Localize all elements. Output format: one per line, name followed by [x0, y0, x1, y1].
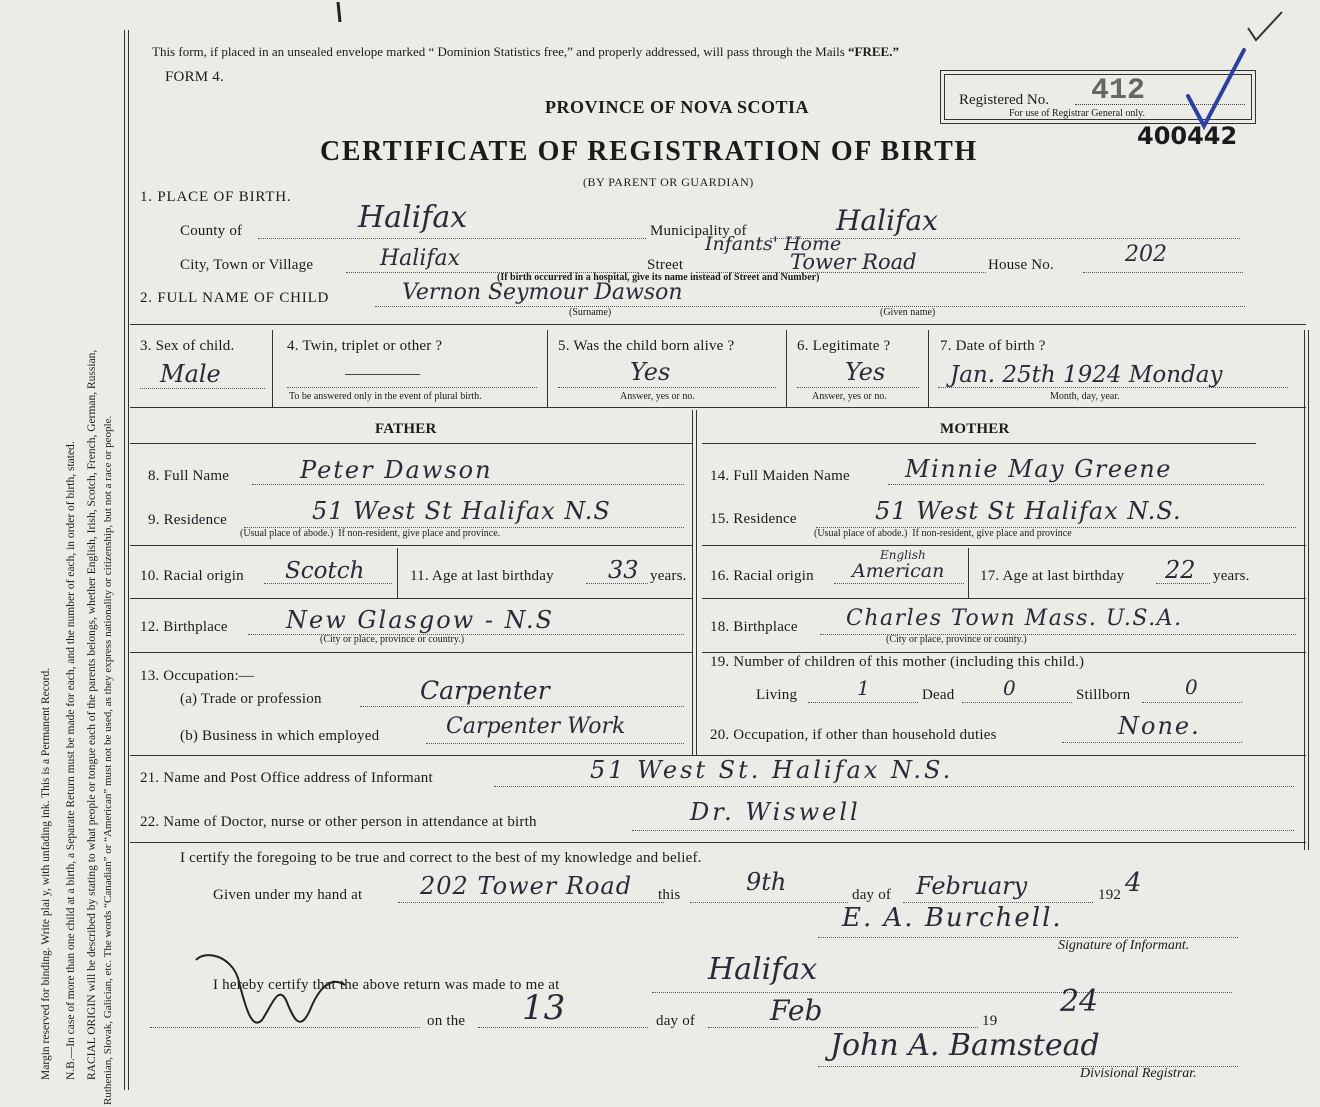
registrar-place-value: Halifax	[708, 952, 818, 987]
informant-value: 51 West St. Halifax N.S.	[590, 756, 954, 784]
stillborn-label: Stillborn	[1076, 687, 1131, 703]
father-name-value: Peter Dawson	[300, 456, 493, 484]
father-name-label: 8. Full Name	[148, 468, 230, 484]
mother-residence-label: 15. Residence	[710, 511, 797, 527]
registrar-scribble	[196, 955, 345, 1022]
mother-name-value: Minnie May Greene	[905, 455, 1172, 483]
mother-name-label: 14. Full Maiden Name	[710, 468, 850, 484]
father-age-years: years.	[650, 568, 687, 584]
house-no-label: House No.	[988, 257, 1054, 273]
county-label: County of	[180, 223, 243, 239]
father-occupation-label: 13. Occupation:—	[140, 668, 255, 684]
father-birthplace-value: New Glasgow - N.S	[286, 606, 555, 634]
form-subtitle: (BY PARENT OR GUARDIAN)	[583, 175, 754, 189]
top-tick-mark	[338, 2, 340, 22]
mother-age-value: 22	[1165, 556, 1196, 584]
mother-age-years: years.	[1213, 568, 1250, 584]
born-alive-label: 5. Was the child born alive ?	[558, 338, 735, 354]
registrar-month-value: Feb	[770, 994, 823, 1027]
legitimate-value: Yes	[845, 358, 886, 386]
business-label: (b) Business in which employed	[180, 728, 380, 744]
form-number: FORM 4.	[165, 69, 224, 85]
registrar-use-note: For use of Registrar General only.	[1009, 108, 1145, 119]
province-heading: PROVINCE OF NOVA SCOTIA	[545, 97, 810, 117]
city-label: City, Town or Village	[180, 257, 314, 273]
legitimate-note: Answer, yes or no.	[812, 391, 887, 402]
mother-race-value: American	[852, 560, 945, 582]
children-count-label: 19. Number of children of this mother (including this child.)	[710, 654, 1085, 670]
registered-label: Registered No.	[959, 92, 1049, 108]
mother-residence-value: 51 West St Halifax N.S.	[875, 497, 1182, 525]
street-value-line1: Infants' Home	[705, 233, 842, 255]
mother-race-label: 16. Racial origin	[710, 568, 814, 584]
sex-label: 3. Sex of child.	[140, 338, 235, 354]
mother-birthplace-note: (City or place, province or county.)	[886, 634, 1027, 645]
municipality-label: Municipality of	[650, 223, 747, 239]
certify-year-prefix: 192	[1098, 887, 1122, 903]
doctor-label: 22. Name of Doctor, nurse or other person in attendance at birth	[140, 814, 537, 830]
registrar-statement: I hereby certify that the above return was made to me at	[213, 977, 560, 993]
mail-note-free: “FREE.”	[848, 44, 899, 59]
born-alive-note: Answer, yes or no.	[620, 391, 695, 402]
registrar-on-the-label: on the	[427, 1013, 466, 1029]
street-value-line2: Tower Road	[790, 250, 917, 274]
father-race-label: 10. Racial origin	[140, 568, 244, 584]
registered-value: 412	[1091, 74, 1146, 108]
mother-occupation-label: 20. Occupation, if other than household duties	[710, 727, 997, 743]
form-title: CERTIFICATE OF REGISTRATION OF BIRTH	[320, 136, 978, 167]
dead-value: 0	[1003, 676, 1016, 700]
legitimate-label: 6. Legitimate ?	[797, 338, 891, 354]
informant-signature-label: Signature of Informant.	[1058, 938, 1190, 953]
given-place-value: 202 Tower Road	[420, 872, 633, 900]
registrar-year-suffix: 24	[1060, 984, 1099, 1019]
trade-value: Carpenter	[420, 676, 550, 705]
child-name-value: Vernon Seymour Dawson	[402, 280, 683, 305]
date-of-birth-value: Jan. 25th 1924 Monday	[950, 362, 1223, 388]
mother-residence-note-b: If non-resident, give place and province	[912, 528, 1072, 539]
given-name-note: (Given name)	[880, 307, 936, 318]
business-value: Carpenter Work	[446, 714, 626, 739]
mail-note-text: This form, if placed in an unsealed envelope marked “ Dominion Statistics free,” and properly addressed, will pass through the Mails	[152, 44, 849, 59]
trade-label: (a) Trade or profession	[180, 691, 322, 707]
born-alive-value: Yes	[630, 358, 671, 386]
registrar-year-prefix: 19	[982, 1013, 998, 1029]
certify-day-value: 9th	[746, 868, 787, 896]
twin-note: To be answered only in the event of plural birth.	[289, 391, 482, 402]
municipality-value: Halifax	[836, 204, 938, 237]
father-birthplace-note: (City or place, province or country.)	[320, 634, 465, 645]
mother-birthplace-label: 18. Birthplace	[710, 619, 798, 635]
dead-label: Dead	[922, 687, 955, 703]
father-residence-note-b: If non-resident, give place and province.	[338, 528, 501, 539]
father-race-value: Scotch	[285, 558, 365, 584]
certify-day-of-label: day of	[852, 887, 892, 903]
doctor-value: Dr. Wiswell	[690, 798, 861, 826]
certify-statement: I certify the foregoing to be true and correct to the best of my knowledge and belief.	[180, 850, 702, 866]
corner-check-mark	[1248, 12, 1282, 40]
mother-residence-note-a: (Usual place of abode.)	[814, 528, 908, 539]
date-of-birth-label: 7. Date of birth ?	[940, 338, 1046, 354]
registrar-day-value: 13	[522, 988, 566, 1028]
given-under-label: Given under my hand at	[213, 887, 363, 903]
house-no-value: 202	[1125, 242, 1167, 267]
mother-race-above: English	[880, 548, 926, 562]
registrar-signature: John A. Bamstead	[830, 1028, 1100, 1063]
place-of-birth-label: 1. PLACE OF BIRTH.	[140, 189, 292, 205]
living-label: Living	[756, 687, 798, 703]
stamp-number: 400442	[1137, 122, 1238, 150]
certify-month-value: February	[916, 872, 1028, 900]
child-name-label: 2. FULL NAME OF CHILD	[140, 290, 330, 306]
margin-note-racial-origin-cont: Ruthenian, Slovak, Galician, etc. The words “Canadian” or “American” must not be used, as they express nationality or citizenship, but not a race or people.	[102, 415, 114, 1105]
informant-label: 21. Name and Post Office address of Informant	[140, 770, 433, 786]
street-label: Street	[647, 257, 684, 273]
margin-note-binding: Margin reserved for binding. Write plai y, with unfading ink. This is a Permanent Record.	[40, 667, 52, 1080]
twin-label: 4. Twin, triplet or other ?	[287, 338, 443, 354]
surname-note: (Surname)	[569, 307, 612, 318]
father-birthplace-label: 12. Birthplace	[140, 619, 228, 635]
mother-heading: MOTHER	[940, 421, 1010, 437]
county-value: Halifax	[358, 200, 468, 235]
father-residence-note-a: (Usual place of abode.)	[240, 528, 334, 539]
informant-signature: E. A. Burchell.	[842, 903, 1063, 933]
street-note: (If birth occurred in a hospital, give its name instead of Street and Number)	[497, 272, 820, 283]
certify-year-suffix: 4	[1125, 868, 1142, 898]
mother-age-label: 17. Age at last birthday	[980, 568, 1125, 584]
father-age-label: 11. Age at last birthday	[410, 568, 554, 584]
sex-value: Male	[160, 360, 221, 388]
mother-occupation-value: None.	[1118, 712, 1201, 740]
date-of-birth-note: Month, day, year.	[1050, 391, 1120, 402]
mother-birthplace-value: Charles Town Mass. U.S.A.	[846, 606, 1183, 631]
margin-note-multiple-births: N.B.—In case of more than one child at a birth, a Separate Return must be made for each, and the number of each, in order of birth, stated.	[65, 441, 77, 1080]
living-value: 1	[857, 676, 870, 700]
father-residence-value: 51 West St Halifax N.S	[312, 497, 611, 525]
stillborn-value: 0	[1185, 675, 1198, 699]
father-residence-label: 9. Residence	[148, 512, 228, 528]
father-heading: FATHER	[375, 421, 437, 437]
blue-check-mark	[1188, 50, 1244, 126]
registrar-day-of-label: day of	[656, 1013, 696, 1029]
registrar-signature-label: Divisional Registrar.	[1080, 1066, 1197, 1081]
this-label: this	[658, 887, 681, 903]
city-value: Halifax	[380, 246, 461, 271]
father-age-value: 33	[608, 556, 639, 584]
margin-note-racial-origin: RACIAL ORIGIN will be described by stating to what people or tongue each of the parents belongs, whether English, Irish, Scotch, French, German, Russian,	[86, 349, 98, 1080]
